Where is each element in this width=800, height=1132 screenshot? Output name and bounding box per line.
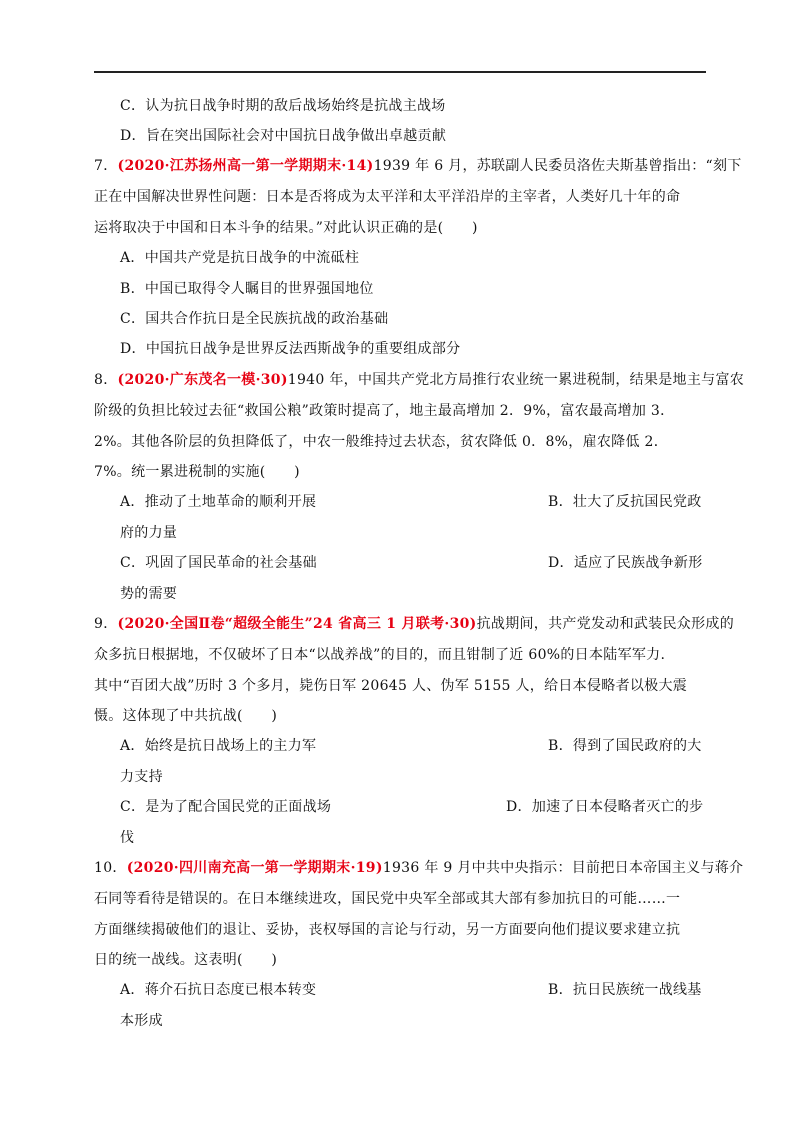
question-number: 8． (94, 372, 118, 388)
question-number: 7． (94, 158, 118, 174)
question-7-option-c: C．国共合作抗日是全民族抗战的政治基础 (120, 311, 389, 327)
question-8-option-d: D．适应了民族战争新形 (548, 555, 703, 571)
question-source: (2020·全国Ⅱ卷“超级全能生”24 省高三 1 月联考·30) (117, 616, 477, 632)
question-8-stem-line-2: 阶级的负担比较过去征“救国公粮”政策时提高了，地主最高增加 2．9%，富农最高增加 3． (94, 403, 675, 419)
question-10-option-a: A．蒋介石抗日态度已根本转变 (120, 982, 317, 998)
question-9-option-d-continued: 伐 (120, 830, 135, 846)
question-10-stem-line-2: 石同等看待是错误的。在日本继续进攻，国民党中央军全部或其大部有参加抗日的可能……一 (94, 891, 681, 907)
question-8-stem-line-1: 8．(2020·广东茂名一模·30)1940 年，中国共产党北方局推行农业统一累进税制，结果是地主与富农 (94, 372, 745, 388)
question-8-option-b: B．壮大了反抗国民党政 (548, 494, 702, 510)
question-7-stem-line-3: 运将取决于中国和日本斗争的结果。”对此认识正确的是( ) (94, 220, 478, 236)
question-8-option-d-continued: 势的需要 (120, 586, 178, 602)
question-9-stem-line-2: 众多抗日根据地，不仅破坏了日本“以战养战”的目的，而且钳制了近 60%的日本陆军军力. (94, 647, 666, 663)
question-8-stem-line-4: 7%。统一累进税制的实施( ) (94, 464, 300, 480)
option-c: C．认为抗日战争时期的敌后战场始终是抗战主战场 (120, 98, 446, 114)
question-number: 10． (94, 860, 127, 876)
question-9-option-d: D．加速了日本侵略者灭亡的步 (506, 799, 704, 815)
question-9-option-b-continued: 力支持 (120, 769, 163, 785)
question-source: (2020·广东茂名一模·30) (117, 372, 288, 388)
question-9-stem-line-3: 其中“百团大战”历时 3 个多月，毙伤日军 20645 人、伪军 5155 人，给日本侵略者以极大震 (94, 678, 688, 694)
question-source: (2020·江苏扬州高一第一学期期末·14) (117, 158, 374, 174)
question-8-option-a: A．推动了土地革命的顺利开展 (120, 494, 317, 510)
question-7-option-b: B．中国已取得令人瞩目的世界强国地位 (120, 281, 374, 297)
question-9-stem-line-4: 慑。这体现了中共抗战( ) (94, 708, 278, 724)
question-7-stem-line-1: 7．(2020·江苏扬州高一第一学期期末·14)1939 年 6 月，苏联副人民委员洛佐夫斯基曾指出：“刻下 (94, 158, 742, 174)
question-10-stem-line-4: 日的统一战线。这表明( ) (94, 952, 278, 968)
question-9-stem-line-1: 9．(2020·全国Ⅱ卷“超级全能生”24 省高三 1 月联考·30)抗战期间，共产党发动和武装民众形成的 (94, 616, 735, 632)
question-7-option-d: D．中国抗日战争是世界反法西斯战争的重要组成部分 (120, 341, 461, 357)
question-8-stem-line-3: 2%。其他各阶层的负担降低了，中农一般维持过去状态，贫农降低 0．8%，雇农降低 2． (94, 434, 669, 450)
question-7-option-a: A．中国共产党是抗日战争的中流砥柱 (120, 250, 360, 266)
question-8-option-c: C．巩固了国民革命的社会基础 (120, 555, 317, 571)
question-10-stem-line-1: 10．(2020·四川南充高一第一学期期末·19)1936 年 9 月中共中央指示：目前把日本帝国主义与蒋介 (94, 860, 744, 876)
question-9-option-a: A．始终是抗日战场上的主力军 (120, 738, 317, 754)
question-10-option-b-continued: 本形成 (120, 1013, 163, 1029)
question-10-stem-line-3: 方面继续揭破他们的退让、妥协，丧权辱国的言论与行动，另一方面要向他们提议要求建立抗 (94, 922, 681, 938)
question-number: 9． (94, 616, 118, 632)
question-9-option-c: C．是为了配合国民党的正面战场 (120, 799, 332, 815)
question-10-option-b: B．抗日民族统一战线基 (548, 982, 702, 998)
header-rule (94, 71, 706, 73)
question-source: (2020·四川南充高一第一学期期末·19) (126, 860, 383, 876)
question-7-stem-line-2: 正在中国解决世界性问题：日本是否将成为太平洋和太平洋沿岸的主宰者，人类好几十年的命 (94, 189, 681, 205)
question-8-option-b-continued: 府的力量 (120, 525, 178, 541)
option-d: D．旨在突出国际社会对中国抗日战争做出卓越贡献 (120, 128, 447, 144)
question-9-option-b: B．得到了国民政府的大 (548, 738, 702, 754)
